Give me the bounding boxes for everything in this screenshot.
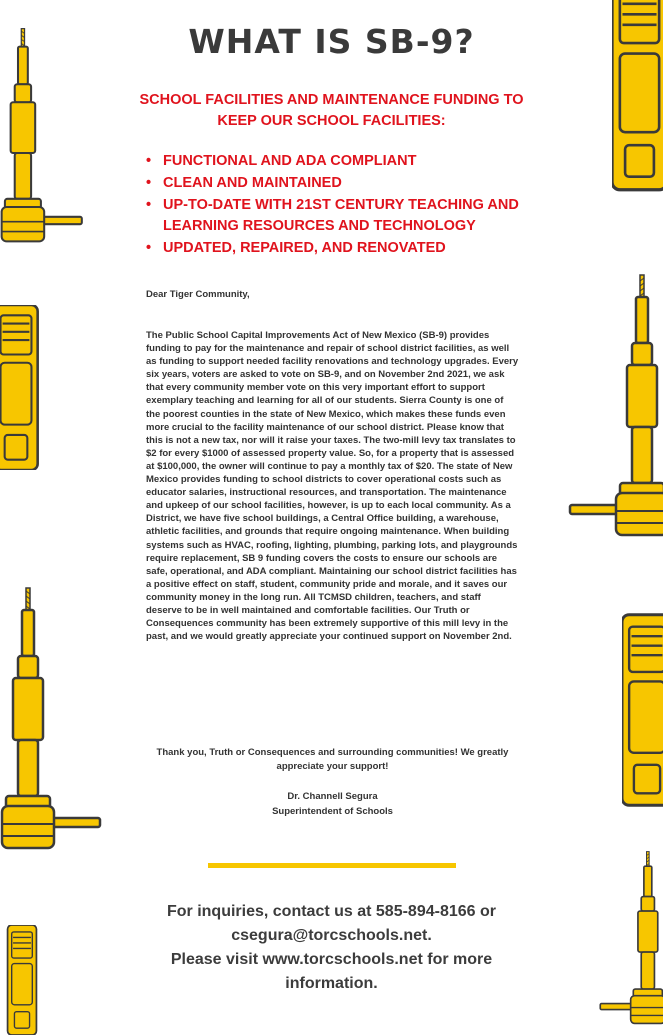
website-line: Please visit www.torcschools.net for more information. — [170, 951, 493, 992]
drill-left-bottom-icon — [0, 548, 110, 888]
goals-list — [146, 151, 526, 260]
list-item: • UP-TO-DATE WITH 21ST CENTURY TEACHING AND LEARNING RESOURCES AND TECHNOLOGY — [146, 195, 526, 237]
contact-line: For inquiries, contact us at 585-894-8166 or csegura@torcschools.net. — [166, 903, 496, 944]
letter-greeting: Dear Tiger Community, — [146, 289, 250, 300]
divider — [208, 863, 456, 868]
letter-thanks: Thank you, Truth or Consequences and surrounding communities! We greatly appreciate your support! — [156, 747, 509, 772]
page-title: WHAT IS SB-9? — [188, 22, 475, 61]
drill-body-left-bottom-icon — [0, 925, 52, 1035]
signer-name: Dr. Channell Segura — [287, 791, 378, 802]
letter-body: The Public School Capital Improvements Act of New Mexico (SB-9) provides funding to pay for the maintenance and repair of school district facilities, as well as funding to support needed facility renovations and technology upgrades. Every six years, voters are asked to vote on SB-9, and on November 2nd 2021, we ask that every community member vote on this very important effort to support exemplary teaching and learning for all of our students. Sierra County is one of the poorest counties in the state of New Mexico, which makes these funds even more crucial to the facility maintenance of our school district. Please know that this is not a new tax, nor will it raise your taxes. The two-mill levy tax translates to $2 for every $1000 of assessed property value. So, for a property that is assessed at $100,000, the owner will continue to pay a monthly tax of $20. The state of New Mexico provides funding to school districts to cover operational costs such as educator salaries, instructional resources, and transportation. The maintenance and upkeep of our school facilities, however, is up to each local community. As a District, we have five school buildings, a Central Office building, a warehouse, athletic facilities, and grounds that require ongoing maintenance. When building systems such as HVAC, roofing, lighting, plumbing, parking lots, and playgrounds require replacement, SB 9 funding covers the costs to ensure our schools are safe, operational, and ADA compliant. Maintaining our school district facilities has a positive effect on staff, student, community pride and morale, and it saves our community money in the long run. All TCMSD children, teachers, and staff deserve to be in well maintained and comfortable facilities. Our Truth or Consequences community has been extremely supportive of this mill levy in the past, and we would greatly appreciate your continued support on November 2nd. — [146, 330, 519, 643]
signature-block — [146, 789, 519, 819]
signer-title: Superintendent of Schools — [272, 806, 393, 817]
contact-block — [150, 900, 513, 996]
drill-right-middle-icon — [560, 235, 663, 575]
list-item: • FUNCTIONAL AND ADA COMPLIANT — [146, 151, 526, 172]
list-item: • UPDATED, REPAIRED, AND RENOVATED — [146, 238, 526, 259]
page-subtitle: SCHOOL FACILITIES AND MAINTENANCE FUNDING TO KEEP OUR SCHOOL FACILITIES: — [139, 92, 524, 129]
drill-right-bottom-icon — [585, 845, 663, 1030]
drill-body-left-middle-icon — [0, 305, 42, 470]
drill-body-right-bottom-icon — [622, 590, 663, 830]
list-item: • CLEAN AND MAINTAINED — [146, 173, 526, 194]
